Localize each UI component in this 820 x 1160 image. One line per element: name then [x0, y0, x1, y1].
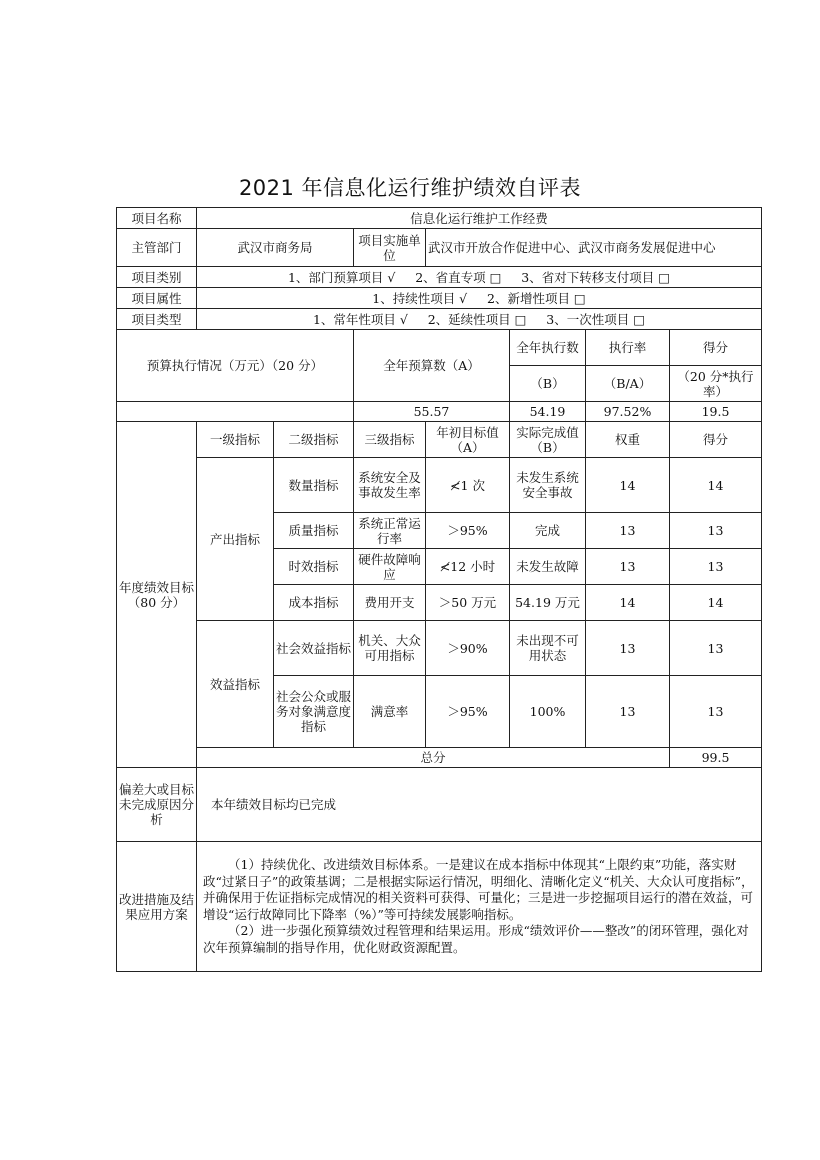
budget-a-value: 55.57 — [354, 402, 510, 422]
l2-indicator: 成本指标 — [274, 585, 354, 621]
actual-value: 未出现不可用状态 — [510, 621, 586, 676]
target-value: ＞90% — [426, 621, 510, 676]
deviation-value: 本年绩效目标均已完成 — [197, 768, 762, 842]
target-value: ＞95% — [426, 676, 510, 748]
weight-value: 14 — [586, 458, 670, 513]
row-category — [117, 267, 762, 288]
weight-value: 13 — [586, 676, 670, 748]
perf-header-score: 得分 — [670, 422, 762, 458]
l3-indicator: 系统正常运行率 — [354, 513, 426, 549]
score-value: 14 — [670, 585, 762, 621]
l2-indicator: 社会效益指标 — [274, 621, 354, 676]
table-row — [117, 458, 762, 513]
perf-header-l2: 二级指标 — [274, 422, 354, 458]
type-label: 项目类型 — [117, 309, 197, 330]
target-value: ＞95% — [426, 513, 510, 549]
score-value: 13 — [670, 621, 762, 676]
perf-label: 年度绩效目标（80 分） — [117, 422, 197, 768]
actual-value: 完成 — [510, 513, 586, 549]
perf-header-actual: 实际完成值（B） — [510, 422, 586, 458]
improve-paragraph-2: （2）进一步强化预算绩效过程管理和结果运用。形成“绩效评价——整改”的闭环管理，强化对次年预算编制的指导作用，优化财政资源配置。 — [203, 923, 749, 955]
impl-value: 武汉市开放合作促进中心、武汉市商务发展促进中心 — [426, 229, 762, 267]
budget-values-spacer — [117, 402, 354, 422]
budget-col-a: 全年预算数（A） — [354, 330, 510, 402]
l3-indicator: 硬件故障响应 — [354, 549, 426, 585]
output-indicator-label: 产出指标 — [197, 458, 274, 621]
project-name-value: 信息化运行维护工作经费 — [197, 208, 762, 229]
actual-value: 54.19 万元 — [510, 585, 586, 621]
perf-header-weight: 权重 — [586, 422, 670, 458]
actual-value: 未发生故障 — [510, 549, 586, 585]
page-title: 2021 年信息化运行维护绩效自评表 — [238, 176, 582, 200]
actual-value: 100% — [510, 676, 586, 748]
budget-col-score-top: 得分 — [670, 330, 762, 366]
row-dept — [117, 229, 762, 267]
perf-header-l1: 一级指标 — [197, 422, 274, 458]
budget-col-rate-top: 执行率 — [586, 330, 670, 366]
weight-value: 14 — [586, 585, 670, 621]
l3-indicator: 机关、大众可用指标 — [354, 621, 426, 676]
target-value: ≮1 次 — [426, 458, 510, 513]
l2-indicator: 数量指标 — [274, 458, 354, 513]
improve-content — [197, 842, 762, 972]
score-value: 14 — [670, 458, 762, 513]
weight-value: 13 — [586, 549, 670, 585]
total-value: 99.5 — [670, 748, 762, 768]
score-value: 13 — [670, 513, 762, 549]
attribute-label: 项目属性 — [117, 288, 197, 309]
budget-label: 预算执行情况（万元）（20 分） — [117, 330, 354, 402]
weight-value: 13 — [586, 513, 670, 549]
l2-indicator: 社会公众或服务对象满意度指标 — [274, 676, 354, 748]
project-name-label: 项目名称 — [117, 208, 197, 229]
perf-header-target: 年初目标值（A） — [426, 422, 510, 458]
row-perf-header — [117, 422, 762, 458]
type-value: 1、常年性项目 √ 2、延续性项目 □ 3、一次性项目 □ — [197, 309, 762, 330]
attribute-value: 1、持续性项目 √ 2、新增性项目 □ — [197, 288, 762, 309]
weight-value: 13 — [586, 621, 670, 676]
dept-label: 主管部门 — [117, 229, 197, 267]
row-budget-values — [117, 402, 762, 422]
total-label: 总分 — [197, 748, 670, 768]
row-project-name — [117, 208, 762, 229]
improve-paragraph-1: （1）持续优化、改进绩效目标体系。一是建议在成本指标中体现其“上限约束”功能，落实财政“过紧日子”的政策基调；二是根据实际运行情况，明细化、清晰化定义“机关、大众认可度指标”，并确保用于佐证指标完成情况的相关资料可获得、可量化；三是进一步挖掘项目运行的潜在效益，可增设“运行故障同比下降率（%）”等可持续发展影响指标。 — [203, 857, 754, 922]
budget-score-value: 19.5 — [670, 402, 762, 422]
benefit-indicator-label: 效益指标 — [197, 621, 274, 748]
budget-col-b-bottom: （B） — [510, 366, 586, 402]
l3-indicator: 费用开支 — [354, 585, 426, 621]
row-total — [117, 748, 762, 768]
dept-value: 武汉市商务局 — [197, 229, 354, 267]
target-value: ＞50 万元 — [426, 585, 510, 621]
budget-col-score-bottom: （20 分*执行率） — [670, 366, 762, 402]
improve-label: 改进措施及结果应用方案 — [117, 842, 197, 972]
impl-label: 项目实施单位 — [354, 229, 426, 267]
category-value: 1、部门预算项目 √ 2、省直专项 □ 3、省对下转移支付项目 □ — [197, 267, 762, 288]
deviation-label: 偏差大或目标未完成原因分析 — [117, 768, 197, 842]
score-value: 13 — [670, 549, 762, 585]
budget-rate-value: 97.52% — [586, 402, 670, 422]
row-deviation — [117, 768, 762, 842]
actual-value: 未发生系统安全事故 — [510, 458, 586, 513]
budget-col-rate-bottom: （B/A） — [586, 366, 670, 402]
row-improve — [117, 842, 762, 972]
row-budget-header-top — [117, 330, 762, 366]
budget-b-value: 54.19 — [510, 402, 586, 422]
l3-indicator: 系统安全及事故发生率 — [354, 458, 426, 513]
evaluation-table — [116, 207, 762, 972]
score-value: 13 — [670, 676, 762, 748]
l2-indicator: 质量指标 — [274, 513, 354, 549]
category-label: 项目类别 — [117, 267, 197, 288]
row-type — [117, 309, 762, 330]
l2-indicator: 时效指标 — [274, 549, 354, 585]
target-value: ≮12 小时 — [426, 549, 510, 585]
perf-header-l3: 三级指标 — [354, 422, 426, 458]
row-attribute — [117, 288, 762, 309]
budget-col-b-top: 全年执行数 — [510, 330, 586, 366]
l3-indicator: 满意率 — [354, 676, 426, 748]
table-row — [117, 621, 762, 676]
